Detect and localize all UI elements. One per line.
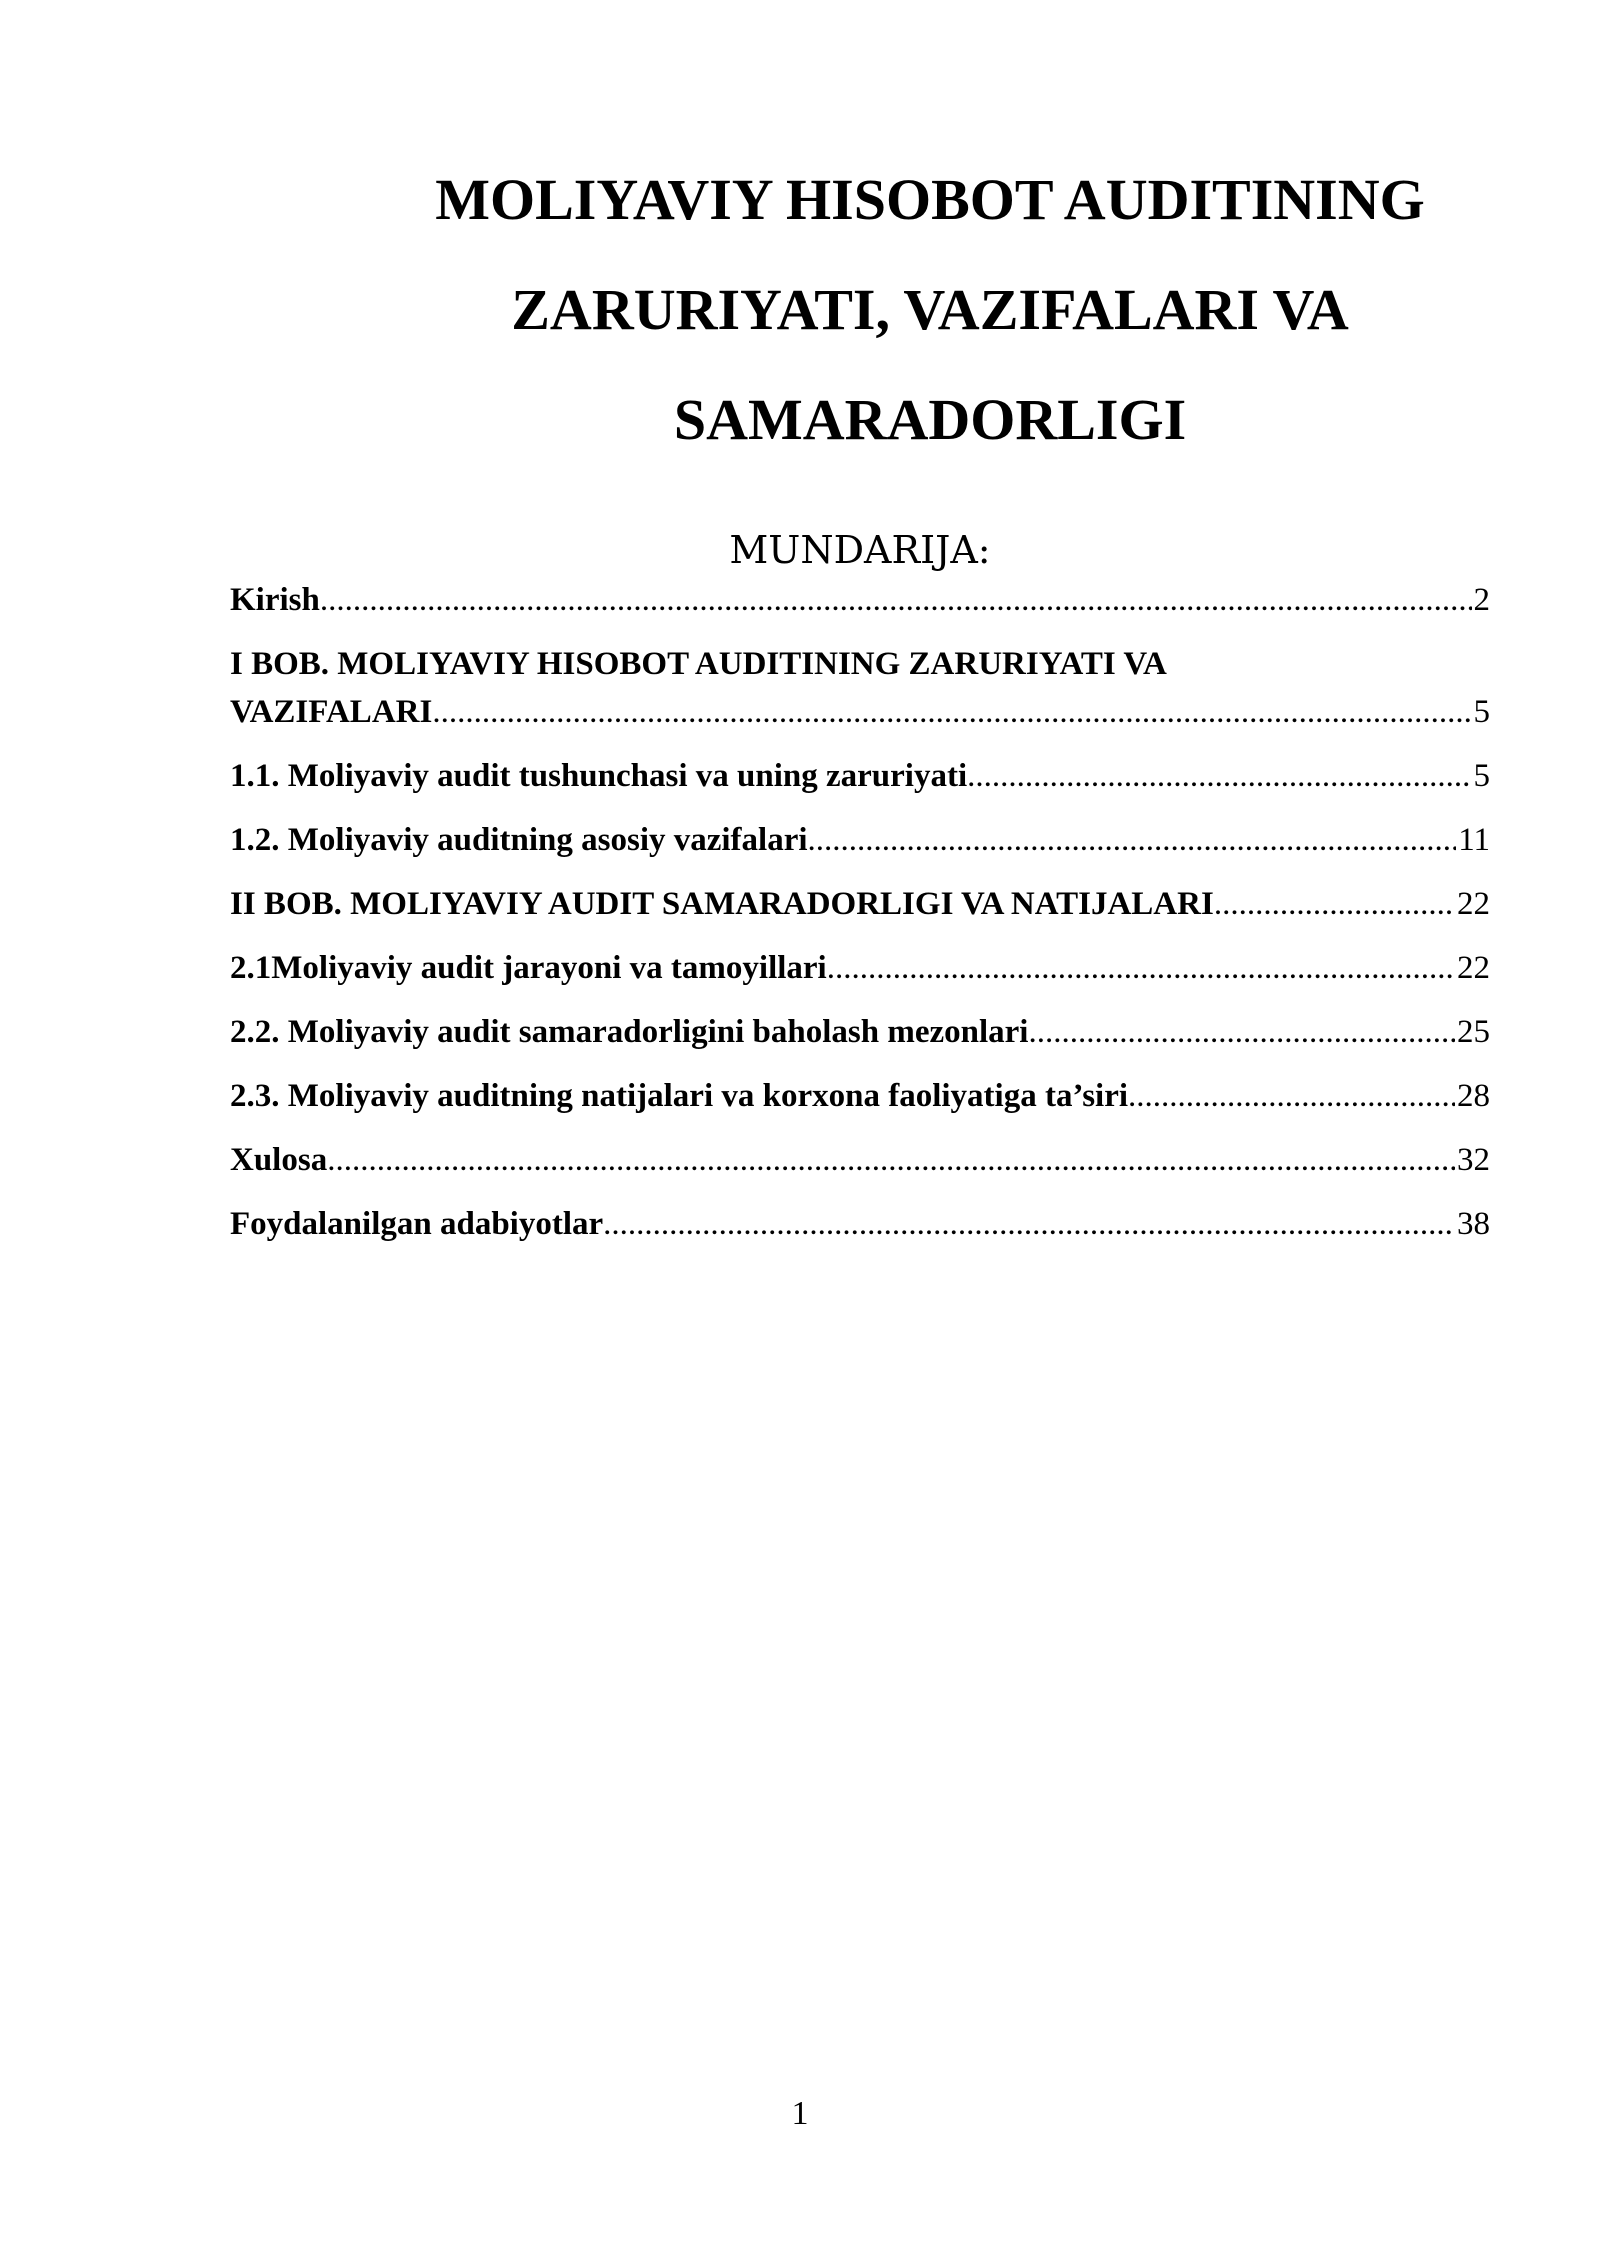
toc-entry-2-2[interactable] xyxy=(230,1008,1490,1056)
toc-entry-label: 2.2. Moliyaviy audit samaradorligini baholash mezonlari xyxy=(230,1014,1029,1050)
table-of-contents xyxy=(230,576,1490,1264)
dot-leader xyxy=(320,576,1472,624)
title-line: MOLIYAVIY HISOBOT AUDITINING xyxy=(435,167,1425,232)
toc-entry-references[interactable] xyxy=(230,1200,1490,1248)
toc-entry-chapter-1[interactable] xyxy=(230,640,1490,736)
toc-entry-page: 11 xyxy=(1458,822,1490,858)
toc-entry-label-line1: I BOB. MOLIYAVIY HISOBOT AUDITINING ZARURIYATI VA xyxy=(230,646,1167,682)
toc-entry-label: Xulosa xyxy=(230,1142,328,1178)
dot-leader xyxy=(603,1200,1455,1248)
toc-entry-page: 32 xyxy=(1457,1142,1490,1178)
toc-entry-chapter-2[interactable] xyxy=(230,880,1490,928)
toc-entry-page: 38 xyxy=(1457,1206,1490,1242)
title-line: SAMARADORLIGI xyxy=(673,387,1187,452)
toc-entry-label: 2.1Moliyaviy audit jarayoni va tamoyillari xyxy=(230,950,827,986)
toc-entry-page: 22 xyxy=(1457,886,1490,922)
toc-entry-label: II BOB. MOLIYAVIY AUDIT SAMARADORLIGI VA NATIJALARI xyxy=(230,886,1214,922)
dot-leader xyxy=(808,816,1457,864)
toc-entry-label: VAZIFALARI xyxy=(230,694,433,730)
toc-entry-page: 2 xyxy=(1473,582,1490,618)
document-title xyxy=(330,145,1530,475)
dot-leader xyxy=(327,1136,1455,1184)
toc-entry-2-1[interactable] xyxy=(230,944,1490,992)
dot-leader xyxy=(1128,1072,1455,1120)
toc-entry-xulosa[interactable] xyxy=(230,1136,1490,1184)
toc-heading: MUNDARIJA: xyxy=(729,528,991,572)
toc-entry-kirish[interactable] xyxy=(230,576,1490,624)
toc-entry-1-1[interactable] xyxy=(230,752,1490,800)
toc-entry-label: Foydalanilgan adabiyotlar xyxy=(230,1206,604,1242)
toc-entry-page: 28 xyxy=(1457,1078,1490,1114)
toc-entry-label: Kirish xyxy=(230,582,320,618)
dot-leader xyxy=(967,752,1471,800)
title-line: ZARURIYATI, VAZIFALARI VA xyxy=(511,277,1349,342)
page-number: 1 xyxy=(791,2095,809,2132)
toc-entry-page: 25 xyxy=(1457,1014,1490,1050)
toc-entry-page: 22 xyxy=(1457,950,1490,986)
dot-leader xyxy=(1214,880,1455,928)
toc-entry-page: 5 xyxy=(1473,758,1490,794)
toc-entry-1-2[interactable] xyxy=(230,816,1490,864)
toc-entry-label: 2.3. Moliyaviy auditning natijalari va korxona faoliyatiga ta’siri xyxy=(230,1078,1129,1114)
toc-entry-label: 1.2. Moliyaviy auditning asosiy vazifalari xyxy=(230,822,808,858)
toc-entry-2-3[interactable] xyxy=(230,1072,1490,1120)
toc-entry-page: 5 xyxy=(1473,694,1490,730)
toc-entry-label: 1.1. Moliyaviy audit tushunchasi va uning zaruriyati xyxy=(230,758,968,794)
dot-leader xyxy=(827,944,1455,992)
dot-leader xyxy=(432,688,1471,736)
dot-leader xyxy=(1028,1008,1455,1056)
